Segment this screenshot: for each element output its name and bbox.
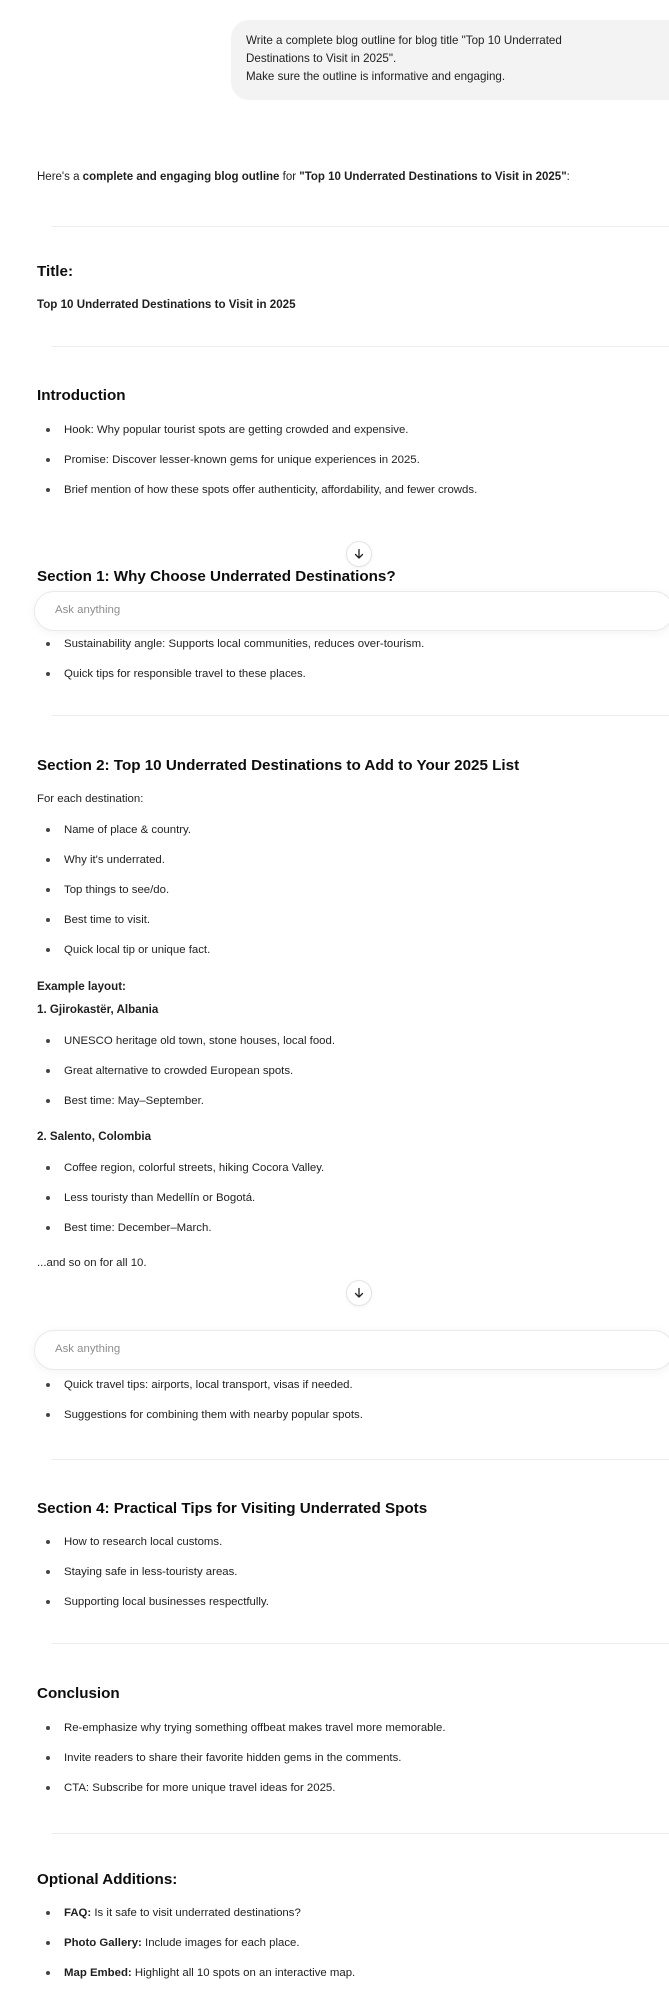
section1-heading: Section 1: Why Choose Underrated Destinations? (37, 568, 396, 585)
list-item: Sustainability angle: Supports local communities, reduces over-tourism. (43, 637, 424, 667)
title-heading: Title: (37, 263, 74, 280)
list-item: CTA: Subscribe for more unique travel ideas for 2025. (43, 1781, 446, 1811)
user-message-bubble (231, 20, 669, 100)
user-message-line: Destinations to Visit in 2025". (246, 52, 397, 65)
example-1-title: 1. Gjirokastër, Albania (37, 1003, 159, 1016)
list-item: Best time to visit. (43, 913, 210, 943)
optional-heading: Optional Additions: (37, 1871, 178, 1888)
composer-input[interactable] (34, 591, 669, 631)
section2-closing: ...and so on for all 10. (37, 1257, 147, 1269)
list-item: UNESCO heritage old town, stone houses, local food. (43, 1034, 335, 1064)
divider (52, 1643, 669, 1644)
list-item: Brief mention of how these spots offer authenticity, affordability, and fewer crowds. (43, 483, 477, 513)
list-item: Suggestions for combining them with nearby popular spots. (43, 1408, 363, 1438)
arrow-down-icon (353, 1287, 365, 1299)
title-value: Top 10 Underrated Destinations to Visit in 2025 (37, 298, 296, 311)
divider (52, 346, 669, 347)
list-item (43, 1966, 355, 1996)
section2-heading: Section 2: Top 10 Underrated Destinations to Add to Your 2025 List (37, 757, 520, 774)
intro-bold-title: "Top 10 Underrated Destinations to Visit in 2025" (299, 171, 567, 183)
scroll-to-bottom-button[interactable] (346, 541, 372, 567)
divider (52, 715, 669, 716)
example-2-list (43, 1161, 324, 1251)
example-1-list (43, 1034, 335, 1124)
intro-bold: complete and engaging blog outline (82, 171, 280, 183)
example-layout-label: Example layout: (37, 980, 126, 993)
list-item: Quick travel tips: airports, local transport, visas if needed. (43, 1378, 363, 1408)
composer-placeholder: Ask anything (55, 604, 121, 616)
introduction-list (43, 423, 477, 513)
introduction-heading: Introduction (37, 387, 126, 404)
optional-text: Include images for each place. (141, 1937, 300, 1949)
section2-lead: For each destination: (37, 793, 144, 805)
conclusion-heading: Conclusion (37, 1685, 120, 1702)
list-item (43, 1906, 355, 1936)
section1-heading-clip (37, 568, 537, 585)
list-item: Promise: Discover lesser-known gems for unique experiences in 2025. (43, 453, 477, 483)
list-item: Name of place & country. (43, 823, 210, 853)
optional-list (43, 1906, 355, 1996)
section4-heading: Section 4: Practical Tips for Visiting Underrated Spots (37, 1500, 428, 1517)
scroll-to-bottom-button[interactable] (346, 1280, 372, 1306)
list-item (43, 1936, 355, 1966)
optional-label: Map Embed: (64, 1967, 132, 1979)
list-item: Less touristy than Medellín or Bogotá. (43, 1191, 324, 1221)
divider (52, 1459, 669, 1460)
section4-list (43, 1535, 269, 1625)
list-item: Invite readers to share their favorite hidden gems in the comments. (43, 1751, 446, 1781)
response-intro (37, 171, 570, 183)
user-message-line: Make sure the outline is informative and engaging. (246, 70, 506, 83)
list-item: Hook: Why popular tourist spots are getting crowded and expensive. (43, 423, 477, 453)
intro-text: Here's a (37, 171, 83, 183)
optional-text: Is it safe to visit underrated destinations? (91, 1907, 301, 1919)
divider (52, 1833, 669, 1834)
list-item: Quick tips for responsible travel to these places. (43, 667, 424, 697)
composer-input[interactable] (34, 1330, 669, 1370)
list-item: Quick local tip or unique fact. (43, 943, 210, 973)
list-item: Re-emphasize why trying something offbeat makes travel more memorable. (43, 1721, 446, 1751)
section2-list (43, 823, 210, 973)
list-item: Great alternative to crowded European spots. (43, 1064, 335, 1094)
list-item: Best time: December–March. (43, 1221, 324, 1251)
section3-list (43, 1378, 363, 1438)
composer-placeholder: Ask anything (55, 1343, 121, 1355)
intro-text: for (279, 171, 300, 183)
conclusion-list (43, 1721, 446, 1811)
divider (52, 226, 669, 227)
intro-text: : (566, 171, 570, 183)
arrow-down-icon (353, 548, 365, 560)
section1-list (43, 637, 424, 697)
list-item: Top things to see/do. (43, 883, 210, 913)
list-item: Staying safe in less-touristy areas. (43, 1565, 269, 1595)
list-item: Best time: May–September. (43, 1094, 335, 1124)
user-message-line: Write a complete blog outline for blog title "Top 10 Underrated (246, 34, 562, 47)
optional-label: Photo Gallery: (64, 1937, 142, 1949)
example-2-title: 2. Salento, Colombia (37, 1130, 152, 1143)
optional-text: Highlight all 10 spots on an interactive map. (131, 1967, 356, 1979)
optional-label: FAQ: (64, 1907, 92, 1919)
list-item: Supporting local businesses respectfully. (43, 1595, 269, 1625)
list-item: Why it's underrated. (43, 853, 210, 883)
list-item: Coffee region, colorful streets, hiking Cocora Valley. (43, 1161, 324, 1191)
list-item: How to research local customs. (43, 1535, 269, 1565)
